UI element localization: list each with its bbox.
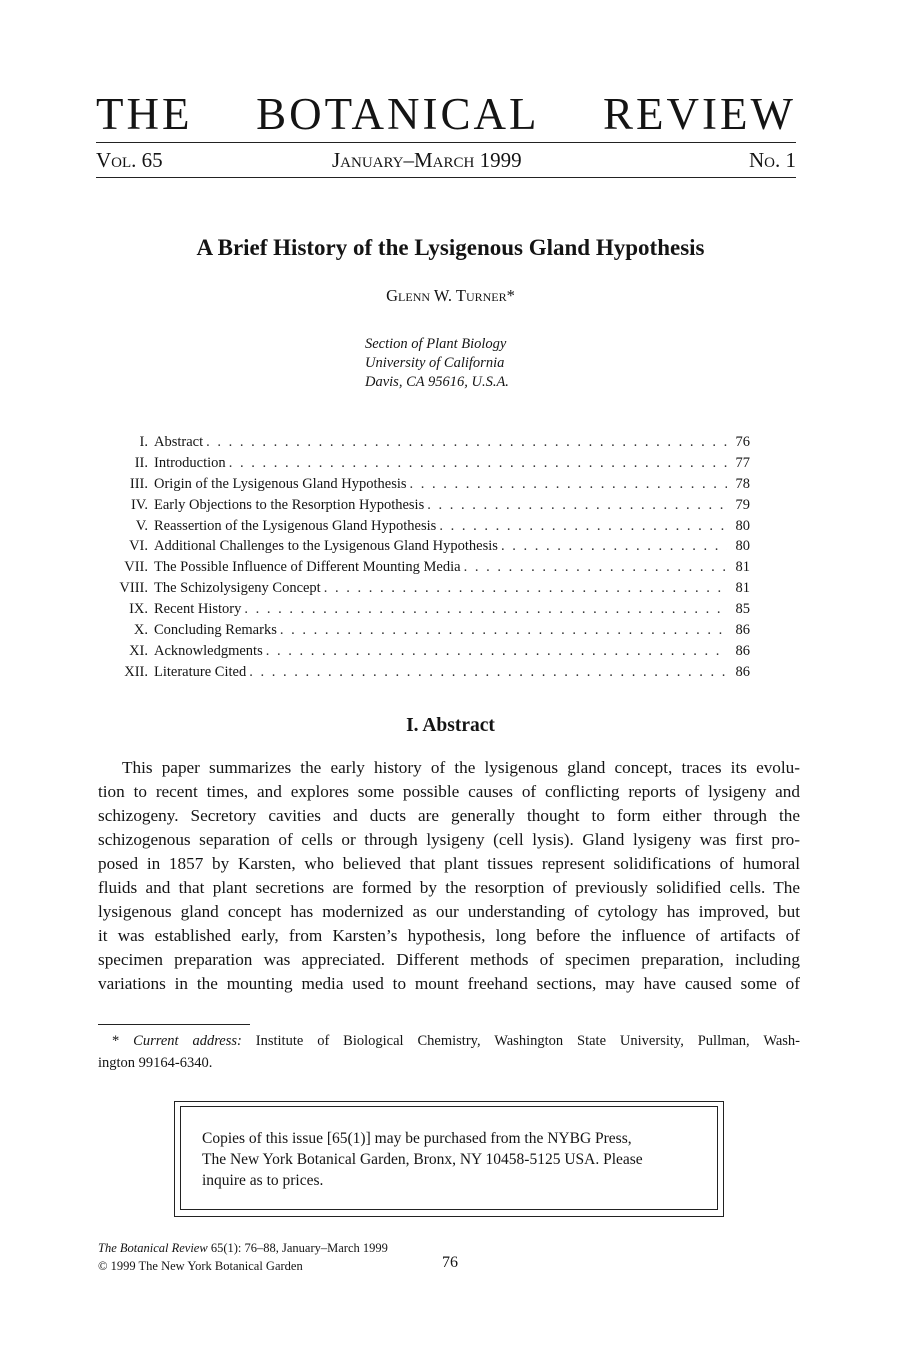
issue-number: No. 1 bbox=[749, 148, 796, 172]
toc-entry[interactable] bbox=[98, 641, 750, 662]
copyright-line: © 1999 The New York Botanical Garden bbox=[98, 1259, 303, 1273]
toc-page: 78 bbox=[735, 475, 750, 492]
toc-entry[interactable] bbox=[98, 495, 750, 516]
toc-title: Early Objections to the Resorption Hypothesis bbox=[154, 496, 425, 513]
toc-title: The Schizolysigeny Concept bbox=[154, 580, 321, 597]
toc-leader-dots bbox=[244, 599, 727, 620]
toc-page: 86 bbox=[735, 642, 750, 659]
toc-leader-dots bbox=[266, 641, 727, 662]
toc-title: Reassertion of the Lysigenous Gland Hypothesis bbox=[154, 517, 437, 534]
toc-title: Abstract bbox=[154, 434, 204, 450]
toc-entry[interactable] bbox=[98, 620, 750, 641]
issue-line bbox=[96, 145, 796, 175]
abstract-line: schizogeny. Secretory cavities and ducts are generally thought to form either through the bbox=[98, 806, 800, 825]
toc-number: XI. bbox=[129, 642, 148, 659]
toc-page: 86 bbox=[735, 622, 750, 639]
toc-leader-dots bbox=[464, 557, 727, 578]
abstract-line: This paper summarizes the early history of the lysigenous gland concept, traces its evolu- bbox=[122, 758, 800, 777]
toc-number: VIII. bbox=[119, 580, 148, 597]
purchase-notice bbox=[180, 1106, 718, 1210]
footnote-line bbox=[98, 1030, 800, 1052]
abstract-body bbox=[98, 756, 800, 996]
toc-title: Acknowledgments bbox=[154, 642, 263, 659]
toc-leader-dots bbox=[206, 432, 727, 453]
footnote bbox=[98, 1030, 800, 1074]
toc-entry[interactable] bbox=[98, 453, 750, 474]
toc-number: XII. bbox=[124, 663, 148, 680]
toc-entry[interactable] bbox=[98, 432, 750, 453]
abstract-line: specimen preparation was appreciated. Different methods of specimen preparation, including bbox=[98, 950, 800, 969]
toc-entry[interactable] bbox=[98, 557, 750, 578]
toc-number: III. bbox=[129, 475, 148, 492]
page-number: 76 bbox=[442, 1254, 458, 1271]
citation-line bbox=[98, 1239, 388, 1257]
journal-title bbox=[96, 86, 796, 142]
affiliation-line: Section of Plant Biology bbox=[365, 336, 507, 352]
toc-title: Additional Challenges to the Lysigenous Gland Hypothesis bbox=[154, 538, 498, 555]
masthead-rule-top bbox=[96, 142, 796, 143]
toc-page: 80 bbox=[735, 517, 750, 534]
abstract-line: lysigenous gland concept has modernized as our understanding of cytology has improved, but bbox=[98, 902, 800, 921]
toc-page: 77 bbox=[735, 454, 750, 471]
toc-leader-dots bbox=[324, 578, 727, 599]
toc-number: V. bbox=[135, 517, 148, 534]
journal-title-word: REVIEW bbox=[603, 89, 796, 139]
toc-entry[interactable] bbox=[98, 578, 750, 599]
footnote-text: Institute of Biological Chemistry, Washington State University, Pullman, Wash- bbox=[255, 1033, 801, 1049]
section-heading-abstract: I. Abstract bbox=[406, 715, 495, 736]
abstract-line: schizogenous separation of cells or through lysigeny (cell lysis). Gland lysigeny was first pro- bbox=[98, 830, 800, 849]
footnote-marker: * bbox=[112, 1033, 120, 1049]
toc-entry[interactable] bbox=[98, 536, 750, 557]
toc-entry[interactable] bbox=[98, 516, 750, 537]
footnote-rule bbox=[98, 1024, 250, 1025]
toc-leader-dots bbox=[280, 620, 727, 641]
toc-page: 80 bbox=[735, 538, 750, 555]
volume-label: Vol. 65 bbox=[96, 148, 163, 172]
toc-number: VII. bbox=[124, 559, 148, 576]
toc-title: Recent History bbox=[154, 601, 242, 618]
toc-number: X. bbox=[133, 622, 148, 639]
footnote-line: ington 99164-6340. bbox=[98, 1055, 213, 1071]
abstract-line: tion to recent times, and explores some possible causes of conflicting reports of lysigeny and bbox=[98, 782, 800, 801]
abstract-line: fluids and that plant secretions are formed by the resorption of previously solidified cells. The bbox=[98, 878, 800, 897]
toc-title: Concluding Remarks bbox=[154, 622, 277, 639]
toc-leader-dots bbox=[410, 474, 727, 495]
toc-title: The Possible Influence of Different Mounting Media bbox=[154, 559, 461, 576]
masthead-rule-bottom bbox=[96, 177, 796, 178]
toc-title: Literature Cited bbox=[154, 663, 247, 680]
article-title: A Brief History of the Lysigenous Gland Hypothesis bbox=[196, 235, 705, 260]
toc-page: 86 bbox=[735, 663, 750, 680]
toc-title: Introduction bbox=[154, 454, 226, 471]
toc-title: Origin of the Lysigenous Gland Hypothesis bbox=[154, 475, 407, 492]
toc-page: 81 bbox=[735, 559, 750, 576]
toc-page: 79 bbox=[735, 496, 750, 513]
notice-line: Copies of this issue [65(1)] may be purchased from the NYBG Press, bbox=[202, 1130, 632, 1147]
toc-leader-dots bbox=[501, 536, 727, 557]
citation-block bbox=[98, 1239, 388, 1275]
footnote-label: Current address: bbox=[133, 1033, 242, 1049]
toc-leader-dots bbox=[229, 453, 727, 474]
affiliation-line: Davis, CA 95616, U.S.A. bbox=[365, 374, 509, 390]
toc-page: 76 bbox=[735, 434, 750, 450]
toc-page: 81 bbox=[735, 580, 750, 597]
toc-number: IX. bbox=[129, 601, 148, 618]
toc-entry[interactable] bbox=[98, 662, 750, 683]
abstract-line: posed in 1857 by Karsten, who believed that plant tissues represent solidifications of humoral bbox=[98, 854, 800, 873]
citation-journal: The Botanical Review bbox=[98, 1241, 208, 1255]
citation-details: 65(1): 76–88, January–March 1999 bbox=[210, 1241, 388, 1255]
toc-leader-dots bbox=[249, 662, 727, 683]
abstract-line: it was established early, from Karsten’s hypothesis, long before the influence of artifacts of bbox=[98, 926, 800, 945]
toc-number: II. bbox=[134, 454, 148, 471]
notice-line: inquire as to prices. bbox=[202, 1172, 324, 1189]
toc-number: VI. bbox=[129, 538, 148, 555]
journal-title-word: THE bbox=[96, 89, 193, 139]
toc-entry[interactable] bbox=[98, 599, 750, 620]
affiliation-line: University of California bbox=[365, 355, 505, 371]
toc-entry[interactable] bbox=[98, 474, 750, 495]
toc-leader-dots bbox=[439, 516, 727, 537]
toc-number: IV. bbox=[130, 496, 148, 513]
author-affiliation bbox=[365, 335, 509, 392]
table-of-contents bbox=[98, 432, 750, 683]
issue-date: January–March 1999 bbox=[332, 148, 522, 172]
toc-number: I. bbox=[139, 434, 148, 450]
notice-line: The New York Botanical Garden, Bronx, NY 10458-5125 USA. Please bbox=[202, 1151, 643, 1168]
author-name: Glenn W. Turner* bbox=[386, 286, 515, 305]
toc-page: 85 bbox=[735, 601, 750, 618]
abstract-line: variations in the mounting media used to mount freehand sections, may have caused some of bbox=[98, 974, 800, 993]
journal-title-word: BOTANICAL bbox=[256, 89, 540, 139]
toc-leader-dots bbox=[427, 495, 727, 516]
